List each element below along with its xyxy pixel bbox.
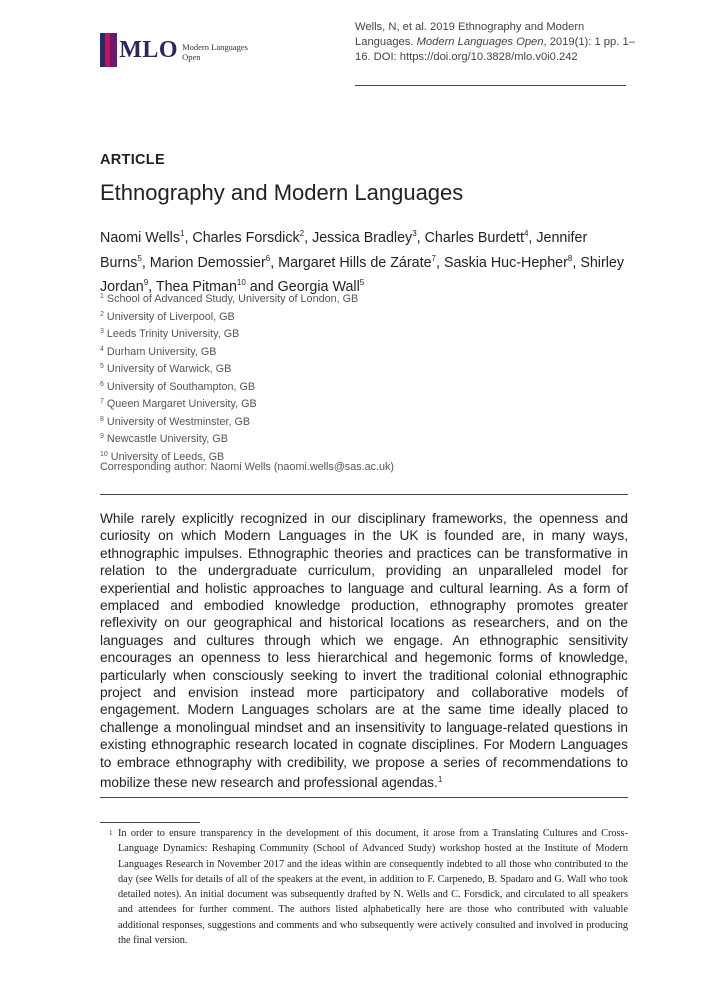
abstract <box>100 510 628 792</box>
affiliation-item <box>100 358 500 376</box>
corresponding-author: Corresponding author: Naomi Wells (naomi.wells@sas.ac.uk) <box>100 461 394 473</box>
author-affiliation-ref: 10 <box>236 278 246 287</box>
citation-journal: Modern Languages Open <box>416 36 544 48</box>
affiliation-text: Newcastle University, GB <box>106 433 228 445</box>
abstract-top-rule <box>100 494 628 495</box>
article-type-label: ARTICLE <box>100 152 165 168</box>
affiliation-item <box>100 428 500 446</box>
logo-text: MLO <box>119 36 179 63</box>
author-separator: , <box>184 230 193 246</box>
author-affiliation-ref: 8 <box>567 253 573 263</box>
author-separator: , <box>416 230 425 246</box>
affiliation-number: 2 <box>100 310 104 318</box>
affiliation-number: 5 <box>100 363 104 370</box>
author-affiliation-ref: 5 <box>137 253 142 263</box>
affiliation-text: Queen Margaret University, GB <box>106 398 257 410</box>
citation <box>355 20 635 65</box>
author-name: Naomi Wells <box>100 230 180 246</box>
affiliation-text: Leeds Trinity University, GB <box>106 328 240 340</box>
affiliation-text: University of Southampton, GB <box>106 380 256 393</box>
logo-mark-icon <box>100 33 117 67</box>
author-name: Thea Pitman <box>155 279 237 295</box>
affiliation-item <box>100 376 500 394</box>
affiliation-item <box>100 411 500 429</box>
author-name: Shirley Jordan <box>100 254 625 295</box>
affiliation-number: 4 <box>100 345 104 353</box>
author-separator: , <box>435 254 444 271</box>
affiliation-number: 6 <box>100 380 104 388</box>
citation-part2: , 2019(1): 1 pp. 1–16. DOI: https://doi.org/10.3828/mlo.v0i0.242 <box>355 36 635 63</box>
author-affiliation-ref: 5 <box>359 278 365 287</box>
author-name: Saskia Huc-Hepher <box>443 254 568 271</box>
affiliation-number: 9 <box>100 433 104 440</box>
author-affiliation-ref: 2 <box>299 229 305 238</box>
affiliation-number: 8 <box>100 415 104 423</box>
affiliation-text: University of Warwick, GB <box>106 363 232 375</box>
affiliation-number: 7 <box>100 398 104 405</box>
abstract-text: While rarely explicitly recognized in our disciplinary frameworks, the openness and curiosity on which Modern Languages in the UK is founded are, in many ways, ethnographic impulses. Ethnographic theories and practices can be transformative in relation to the undergraduate curriculum, providing an unparalleled model for experiential and holistic approaches to language and cultural learning. As a form of emplaced and embodied knowledge production, ethnography promotes greater reflexivity on our geographical and historical locations as researchers, and on the languages and cultures through which we engage. An ethnographic sensitivity encourages an openness to less hierarchical and hegemonic forms of knowledge, particularly when consciously seeking to invert the traditional colonial ethnographic project and envision instead more participatory and collaborative models of engagement. Modern Languages scholars are at the same time ideally placed to challenge a monolingual mindset and an insensitivity to language-related questions in existing ethnographic research located in cognate disciplines. For Modern Languages to embrace ethnography with credibility, we propose a series of recommendations to mobilize these new research and professional agendas. <box>100 511 628 791</box>
footnote-rule <box>100 822 200 823</box>
affiliation-text: University of Westminster, GB <box>106 415 251 428</box>
footnote-mark: 1 <box>109 829 113 837</box>
author-name: Charles Forsdick <box>192 230 300 246</box>
affiliation-text: School of Advanced Study, University of London, GB <box>106 293 359 305</box>
abstract-bottom-rule <box>100 797 628 798</box>
author-name: Georgia Wall <box>277 279 360 295</box>
journal-logo <box>100 32 265 68</box>
affiliation-number: 10 <box>100 450 108 458</box>
affiliation-item <box>100 306 500 324</box>
author-name: Jessica Bradley <box>312 230 413 246</box>
abstract-footnote-ref: 1 <box>437 775 443 785</box>
affiliation-item <box>100 323 500 341</box>
article-title: Ethnography and Modern Languages <box>100 180 464 205</box>
affiliation-number: 3 <box>100 328 104 335</box>
author-affiliation-ref: 3 <box>412 229 417 238</box>
footnote <box>100 826 628 948</box>
author-affiliation-ref: 4 <box>523 229 529 238</box>
author-list <box>100 224 630 298</box>
author-separator: , <box>304 230 313 246</box>
author-affiliation-ref: 7 <box>431 253 436 263</box>
affiliation-item <box>100 288 500 306</box>
author-name: Margaret Hills de Zárate <box>278 254 432 271</box>
author-separator: , <box>528 230 537 246</box>
affiliation-item <box>100 341 500 359</box>
affiliation-list <box>100 288 500 463</box>
author-separator: , <box>141 254 150 271</box>
author-separator: and <box>245 279 278 295</box>
author-affiliation-ref: 1 <box>179 229 185 238</box>
author-separator: , <box>270 254 279 271</box>
header-divider <box>355 85 626 86</box>
affiliation-number: 1 <box>100 293 104 300</box>
author-affiliation-ref: 9 <box>143 278 149 287</box>
logo-subtitle: Modern Languages Open <box>182 42 248 62</box>
author-name: Marion Demossier <box>149 254 266 271</box>
citation-part1: Wells, N, et al. 2019 Ethnography and Modern Languages. <box>355 21 585 48</box>
affiliation-text: University of Leeds, GB <box>110 450 225 463</box>
footnote-text: In order to ensure transparency in the development of this document, it arose from a Translating Cultures and Cross-Language Dynamics: Reshaping Community (School of Advanced Study) workshop hosted at the Institute of Modern Languages Research in November 2017 and the ideas within are consequently indebted to all those who contributed to the day (see Wells for details of all of the speakers at the event, in addition to F. Carpenedo, B. Spadaro and G. Wall who took detailed notes). An initial document was subsequently drafted by N. Wells and C. Forsdick, and circulated to all speakers and attendees for further comment. The authors listed alphabetically here are those who contributed with valuable additional responses, suggestions and comments and who subsequently were actively consulted and involved in producing the final version. <box>118 828 628 947</box>
author-separator: , <box>572 254 581 271</box>
author-separator: , <box>148 279 156 295</box>
affiliation-item <box>100 393 500 411</box>
author-name: Jennifer Burns <box>100 230 588 271</box>
author-name: Charles Burdett <box>424 230 524 246</box>
author-affiliation-ref: 6 <box>265 253 271 263</box>
affiliation-text: University of Liverpool, GB <box>106 310 235 323</box>
affiliation-text: Durham University, GB <box>106 345 217 358</box>
